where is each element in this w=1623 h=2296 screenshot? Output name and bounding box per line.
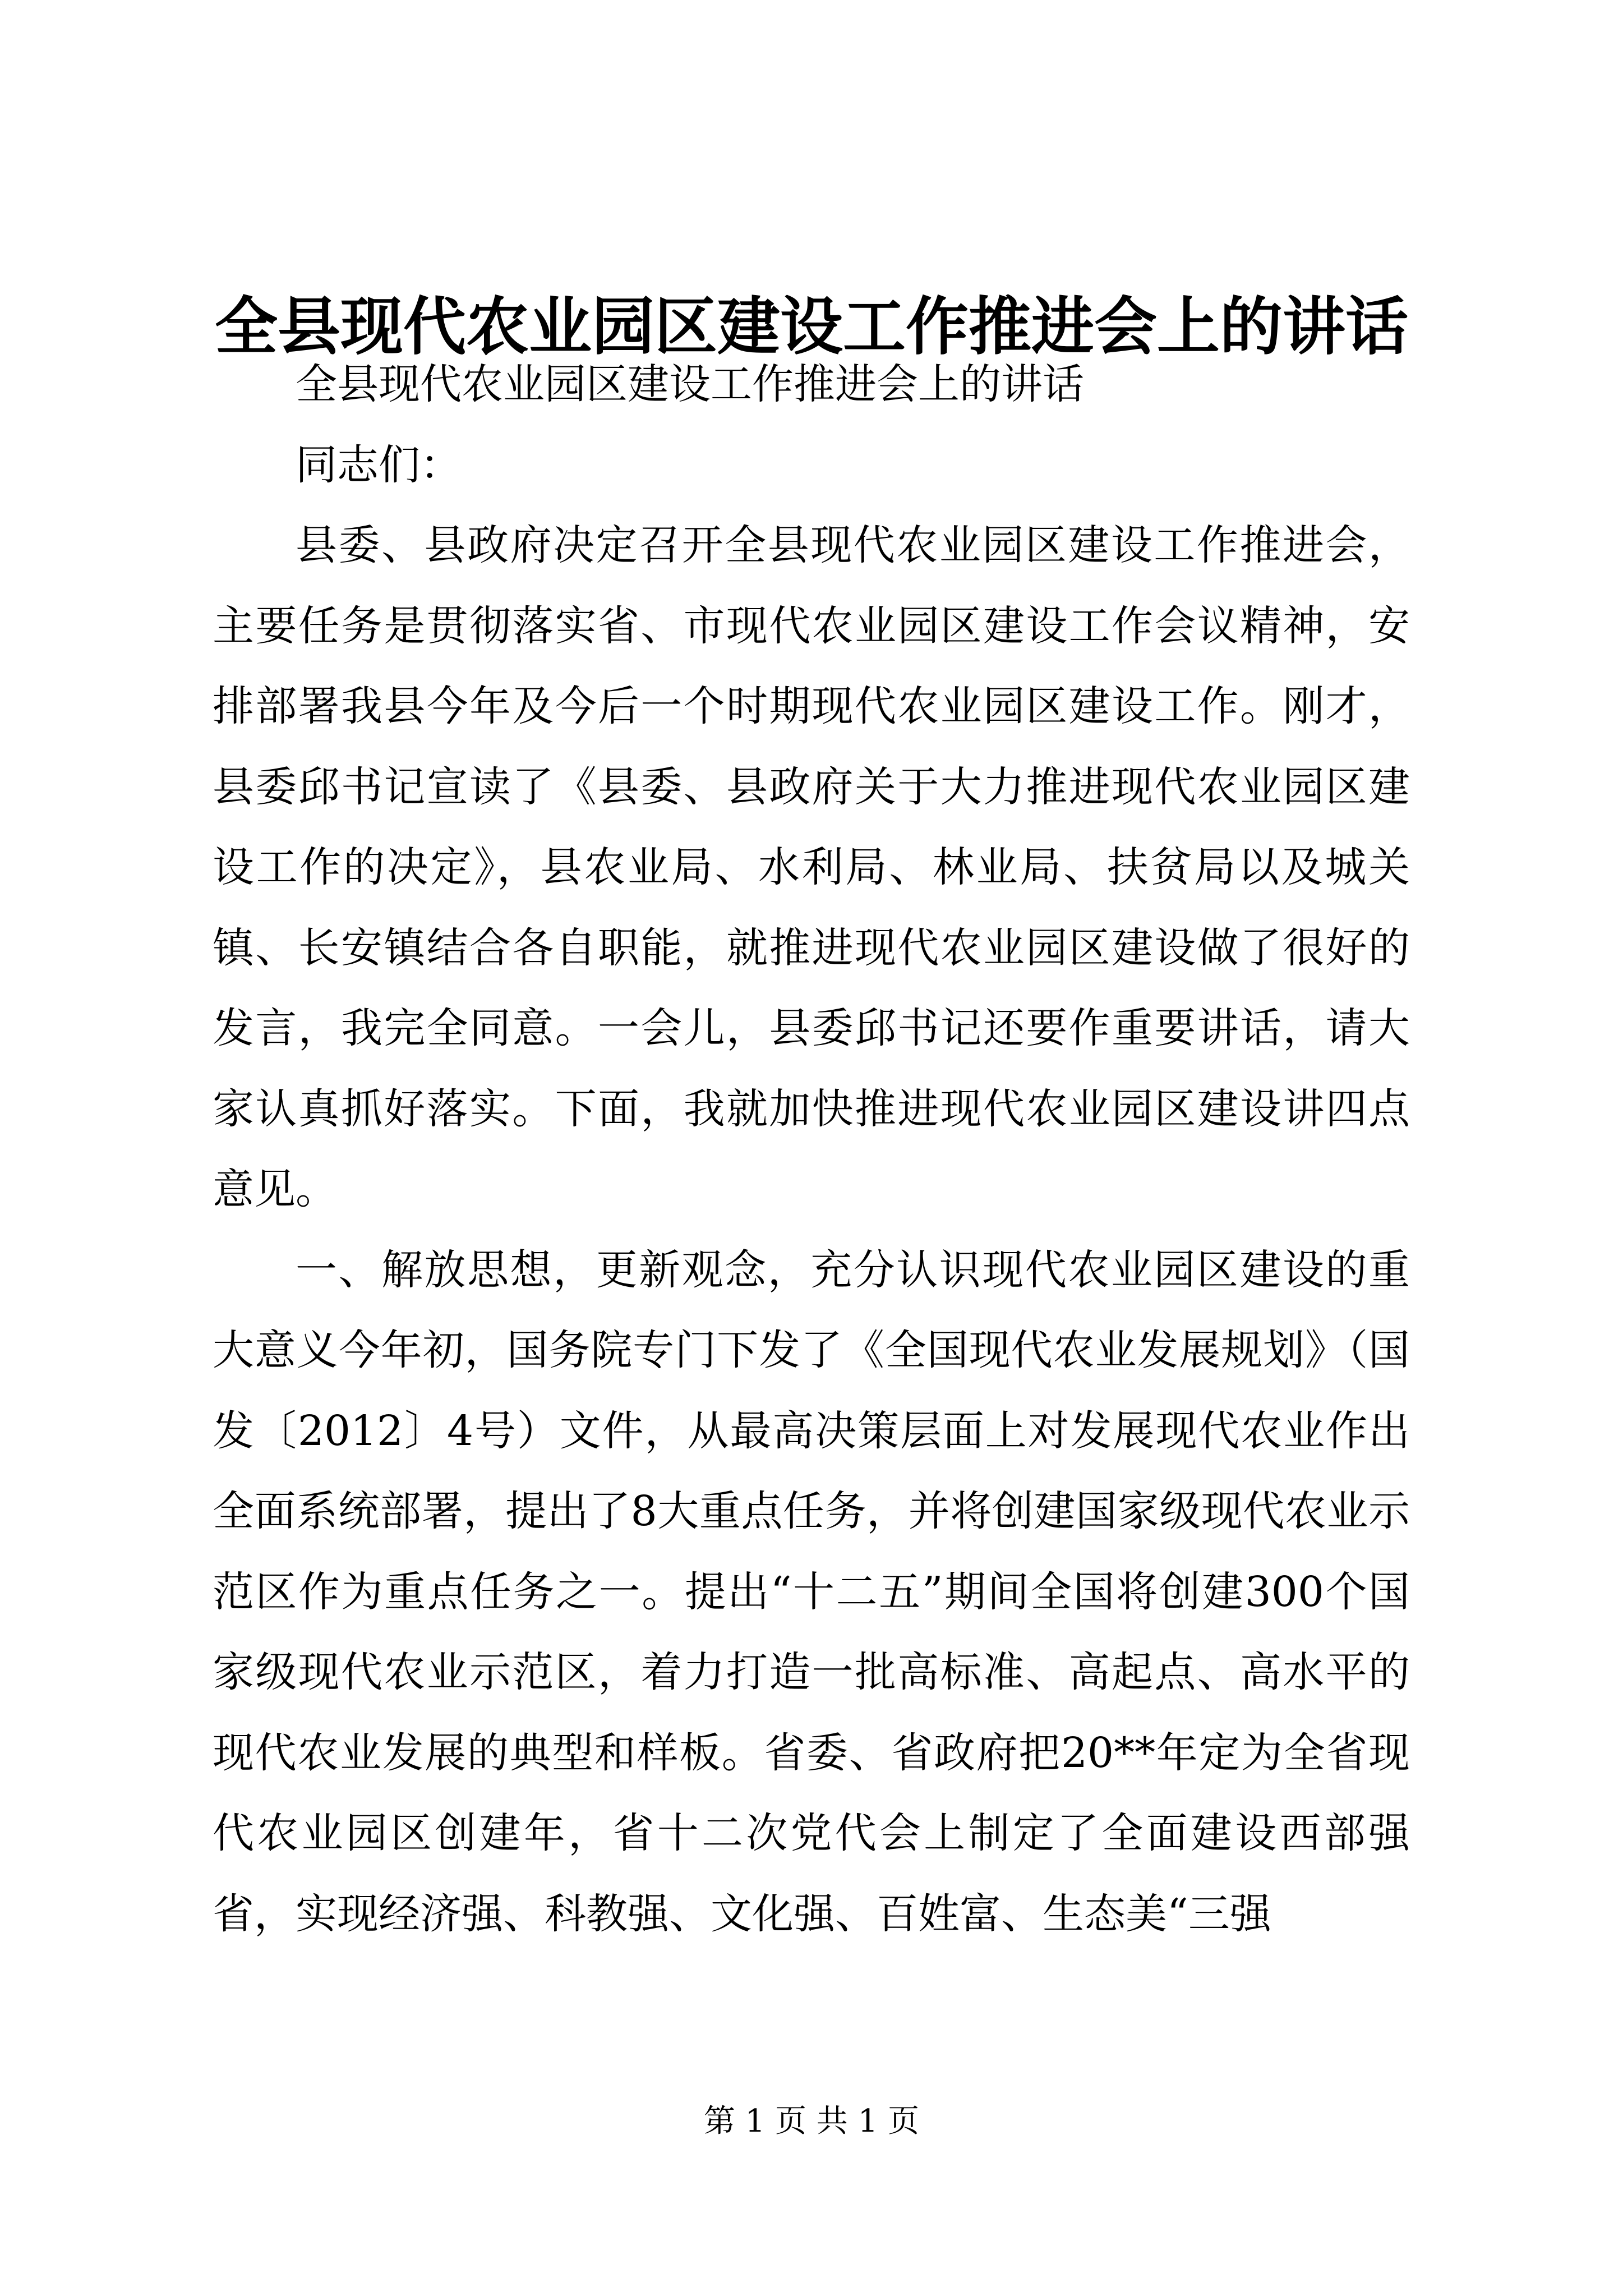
body-paragraph-section-one: 一、解放思想，更新观念，充分认识现代农业园区建设的重大意义今年初，国务院专门下发了《全国现代农业发展规划》（国发〔2012〕4号）文件，从最高决策层面上对发展现代农业作出全面系统部署，提出了8大重点任务，并将创建国家级现代农业示范区作为重点任务之一。提出“十二五”期间全国将创建300个国家级现代农业示范区，着力打造一批高标准、高起点、高水平的现代农业发展的典型和样板。省委、省政府把20**年定为全省现代农业园区创建年，省十二次党代会上制定了全面建设西部强省，实现经济强、科教强、文化强、百姓富、生态美“三强 bbox=[213, 1245, 1410, 1938]
body-paragraph-salutation: 同志们： bbox=[296, 440, 462, 489]
document-title: 全县现代农业园区建设工作推进会上的讲话 bbox=[215, 290, 1408, 364]
body-paragraph-intro: 县委、县政府决定召开全县现代农业园区建设工作推进会，主要任务是贯彻落实省、市现代农业园区建设工作会议精神，安排部署我县今年及今后一个时期现代农业园区建设工作。刚才，县委邱书记宣读了《县委、县政府关于大力推进现代农业园区建设工作的决定》，县农业局、水利局、林业局、扶贫局以及城关镇、长安镇结合各自职能，就推进现代农业园区建设做了很好的发言，我完全同意。一会儿，县委邱书记还要作重要讲话，请大家认真抓好落实。下面，我就加快推进现代农业园区建设讲四点意见。 bbox=[213, 521, 1410, 1213]
page-footer: 第 1 页 共 1 页 bbox=[703, 2103, 920, 2139]
body-paragraph-subtitle: 全县现代农业园区建设工作推进会上的讲话 bbox=[296, 360, 1084, 408]
document-body bbox=[213, 344, 1410, 1954]
